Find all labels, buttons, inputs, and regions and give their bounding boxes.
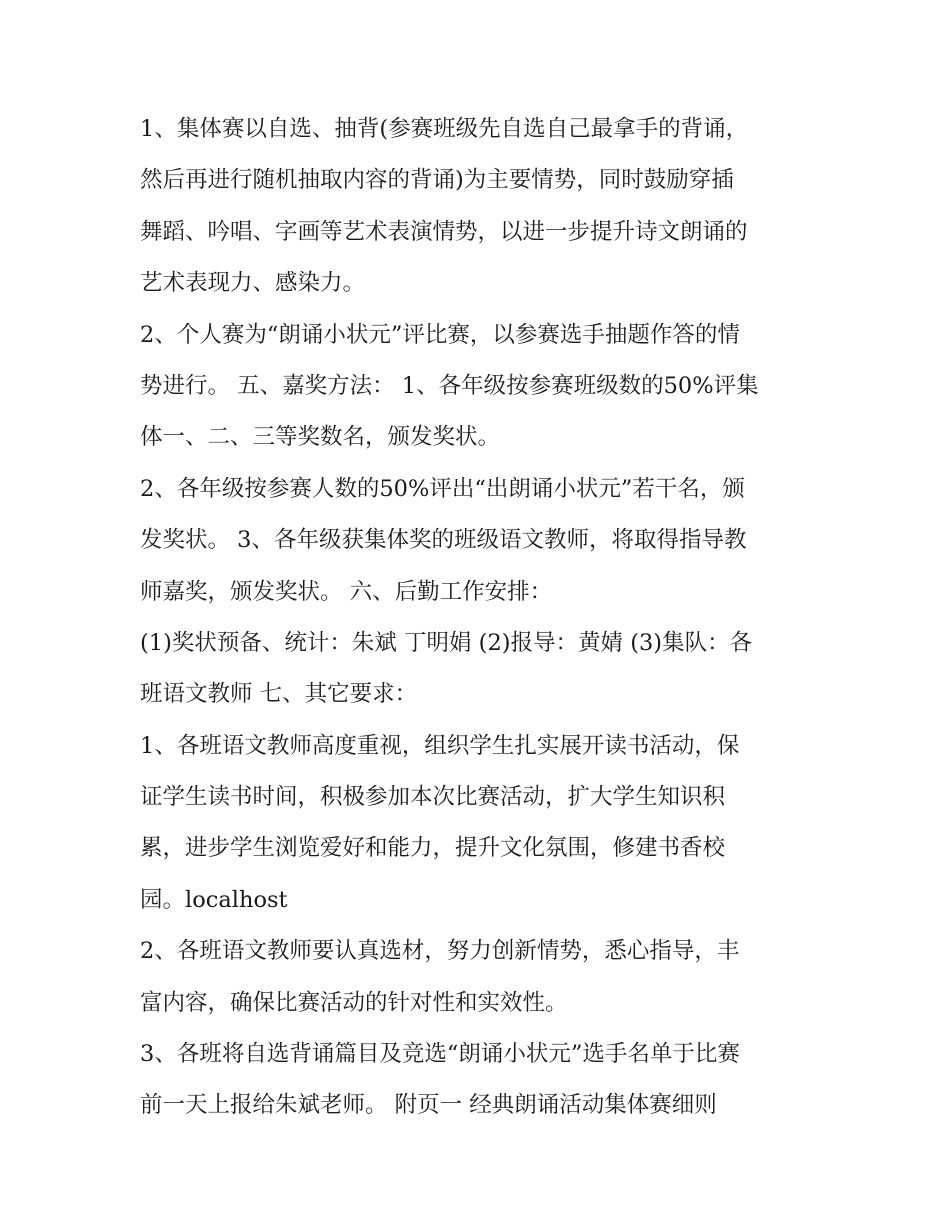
text-line: (1)奖状预备、统计：朱斌 丁明娟 (2)报导：黄婧 (3)集队：各	[140, 629, 753, 656]
text-line: 2、各年级按参赛人数的50%评出“出朗诵小状元”若干名，颁	[140, 475, 745, 502]
document-body	[140, 104, 820, 1132]
text-line: 前一天上报给朱斌老师。 附页一 经典朗诵活动集体赛细则	[140, 1092, 717, 1119]
text-line: 师嘉奖，颁发奖状。 六、后勤工作安排：	[140, 578, 553, 605]
text-line: 体一、二、三等奖数名，颁发奖状。	[140, 424, 501, 451]
text-line: 1、集体赛以自选、抽背(参赛班级先自选自己最拿手的背诵，	[140, 116, 749, 142]
text-line: 2、各班语文教师要认真选材，努力创新情势，悉心指导，丰	[140, 938, 740, 965]
text-line: 2、个人赛为“朗诵小状元”评比赛，以参赛选手抽题作答的情	[140, 321, 740, 348]
text-line: 富内容，确保比赛活动的针对性和实效性。	[140, 989, 568, 1016]
text-line: 累，进步学生浏览爱好和能力，提升文化氛围，修建书香校	[140, 835, 726, 862]
text-line: 势进行。 五、嘉奖方法： 1、各年级按参赛班级数的50%评集	[140, 372, 759, 399]
text-line: 3、各班将自选背诵篇目及竞选“朗诵小状元”选手名单于比赛	[140, 1041, 740, 1068]
text-line: 证学生读书时间，积极参加本次比赛活动，扩大学生知识积	[140, 784, 726, 811]
text-line: 然后再进行随机抽取内容的背诵)为主要情势，同时鼓励穿插	[140, 167, 734, 194]
text-line: 艺术表现力、感染力。	[140, 270, 366, 297]
text-line: 园。localhost	[140, 886, 288, 913]
text-line: 发奖状。 3、各年级获集体奖的班级语文教师，将取得指导教	[140, 527, 747, 554]
text-line: 1、各班语文教师高度重视，组织学生扎实展开读书活动，保	[140, 732, 740, 759]
text-line: 舞蹈、吟唱、字画等艺术表演情势，以进一步提升诗文朗诵的	[140, 218, 748, 245]
text-line: 班语文教师 七、其它要求：	[140, 681, 418, 708]
